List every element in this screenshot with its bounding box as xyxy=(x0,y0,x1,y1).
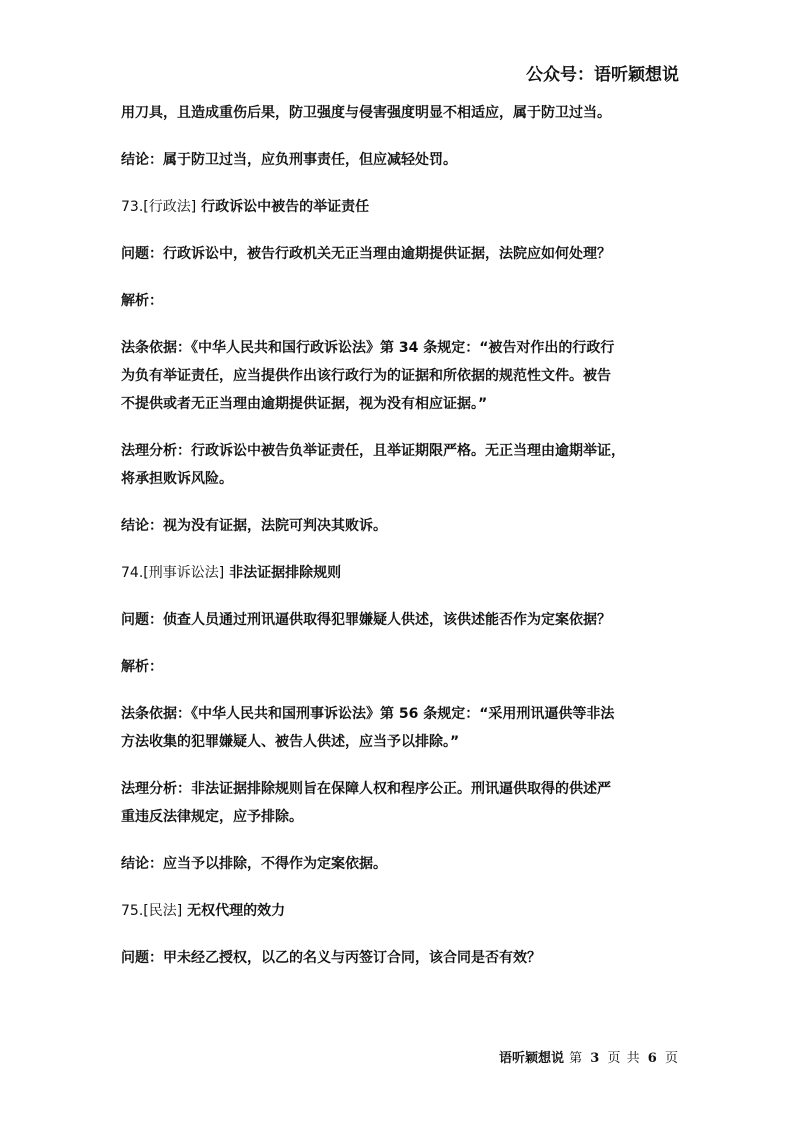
paragraph xyxy=(121,512,641,540)
paragraph-line: 问题：甲未经乙授权，以乙的名义与丙签订合同，该合同是否有效？ xyxy=(121,950,541,966)
paragraph-line: 解析： xyxy=(121,293,163,309)
paragraph-line: 解析： xyxy=(121,659,163,675)
paragraph xyxy=(121,700,641,756)
paragraph xyxy=(121,775,641,831)
footer-word-di: 第 xyxy=(569,1051,583,1066)
paragraph-line: 方法收集的犯罪嫌疑人、被告人供述，应当予以排除。” xyxy=(121,734,460,750)
paragraph xyxy=(121,944,641,972)
footer-page-number: 3 xyxy=(590,1051,600,1066)
paragraph xyxy=(121,287,641,315)
paragraph xyxy=(121,240,641,268)
page-header: 公众号：语听颖想说 xyxy=(526,65,679,85)
question-category-tag: [行政法] xyxy=(143,199,197,215)
paragraph-line: 问题：行政诉讼中，被告行政机关无正当理由逾期提供证据，法院应如何处理？ xyxy=(121,246,611,262)
footer-word-ye: 页 xyxy=(607,1051,621,1066)
paragraph xyxy=(121,606,641,634)
question-category-tag: [刑事诉讼法] xyxy=(143,565,225,581)
footer-brand: 语听颖想说 xyxy=(498,1051,564,1066)
footer-word-ye-2: 页 xyxy=(664,1051,678,1066)
page-footer xyxy=(499,1047,679,1066)
question-number: 73. xyxy=(121,199,144,215)
question-category-tag: [民法] xyxy=(143,903,183,919)
footer-word-gong: 共 xyxy=(626,1051,640,1066)
question-topic: 无权代理的效力 xyxy=(182,903,286,919)
paragraph-line: 为负有举证责任，应当提供作出该行政行为的证据和所依据的规范性文件。被告 xyxy=(121,368,611,384)
paragraph xyxy=(121,850,641,878)
paragraph xyxy=(121,334,641,418)
question-number: 74. xyxy=(121,565,144,581)
paragraph-line: 法理分析：行政诉讼中被告负举证责任，且举证期限严格。无正当理由逾期举证， xyxy=(121,443,625,459)
question-topic: 行政诉讼中被告的举证责任 xyxy=(196,199,370,215)
paragraph-line: 结论：应当予以排除，不得作为定案依据。 xyxy=(121,856,387,872)
paragraph-line: 用刀具，且造成重伤后果，防卫强度与侵害强度明显不相适应，属于防卫过当。 xyxy=(121,105,611,121)
paragraph-line: 法条依据：《中华人民共和国行政诉讼法》第 34 条规定：“被告对作出的行政行 xyxy=(121,340,615,356)
paragraph-line: 问题：侦查人员通过刑讯逼供取得犯罪嫌疑人供述，该供述能否作为定案依据？ xyxy=(121,612,611,628)
paragraph-line: 将承担败诉风险。 xyxy=(121,471,233,487)
paragraph xyxy=(121,146,641,174)
paragraph-line: 结论：视为没有证据，法院可判决其败诉。 xyxy=(121,518,387,534)
question-number: 75. xyxy=(121,903,144,919)
document-body xyxy=(121,99,641,991)
footer-total-pages: 6 xyxy=(647,1051,657,1066)
question-title xyxy=(121,897,641,925)
paragraph xyxy=(121,437,641,493)
question-title xyxy=(121,559,641,587)
paragraph-line: 法理分析：非法证据排除规则旨在保障人权和程序公正。刑讯逼供取得的供述严 xyxy=(121,781,611,797)
paragraph-line: 不提供或者无正当理由逾期提供证据，视为没有相应证据。” xyxy=(121,396,488,412)
question-title xyxy=(121,193,641,221)
paragraph-line: 结论：属于防卫过当，应负刑事责任，但应减轻处罚。 xyxy=(121,152,457,168)
paragraph xyxy=(121,99,641,127)
paragraph-line: 重违反法律规定，应予排除。 xyxy=(121,809,303,825)
question-topic: 非法证据排除规则 xyxy=(224,565,342,581)
paragraph-line: 法条依据：《中华人民共和国刑事诉讼法》第 56 条规定：“采用刑讯逼供等非法 xyxy=(121,706,615,722)
paragraph xyxy=(121,653,641,681)
